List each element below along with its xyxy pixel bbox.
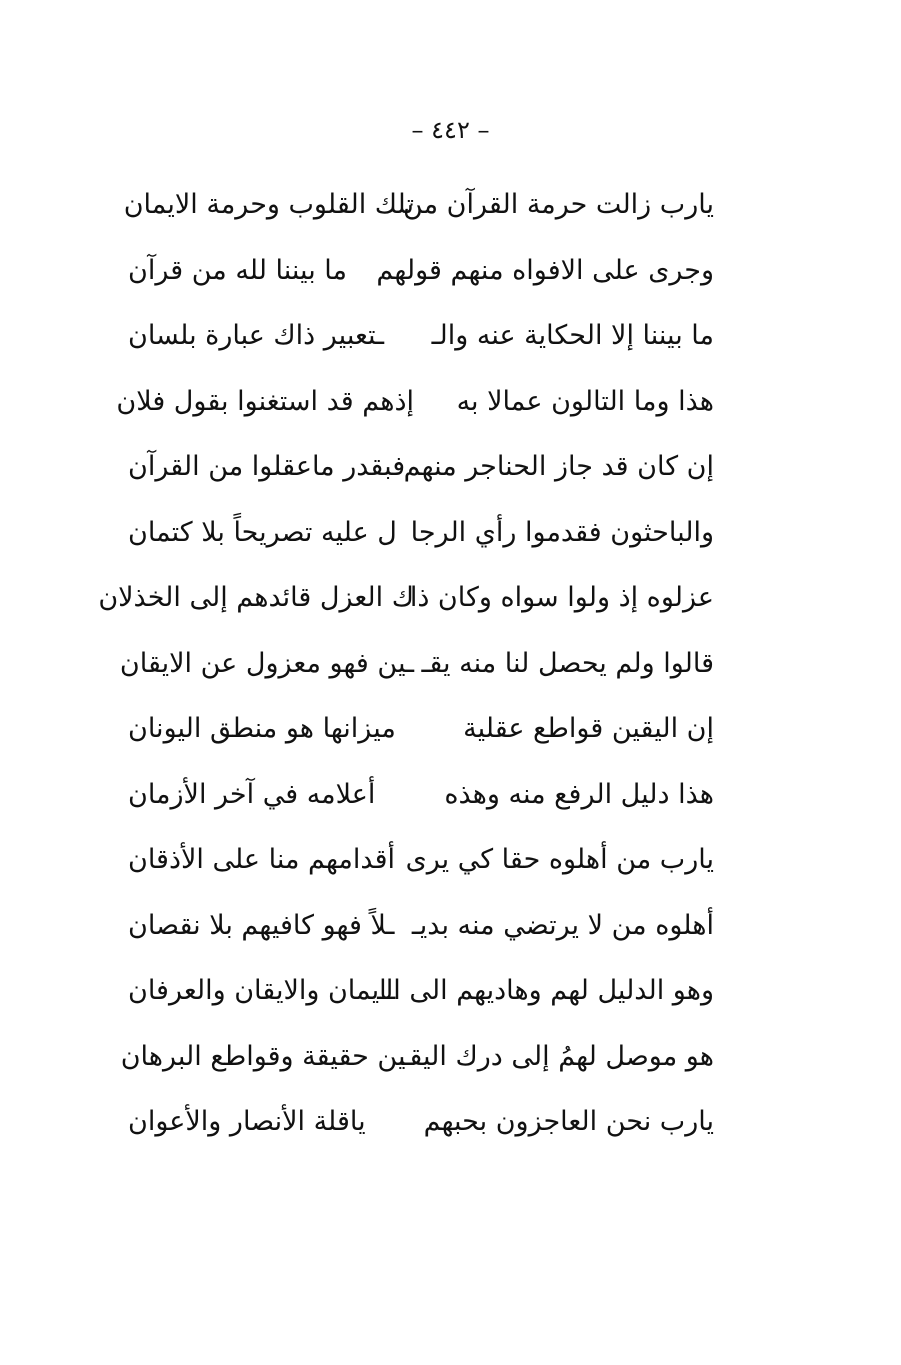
first-hemistich: يارب من أهلوه حقا كي يرى <box>405 844 714 876</box>
first-hemistich: هو موصل لهمُ إلى درك اليقـ <box>401 1040 714 1072</box>
first-hemistich: أهلوه من لا يرتضي منه بديـ <box>411 909 714 941</box>
second-hemistich: ميزانها هو منطق اليونان <box>128 713 396 745</box>
verse-line <box>116 369 714 435</box>
second-hemistich: إذهم قد استغنوا بقول فلان <box>116 385 414 417</box>
second-hemistich: ـين فهو معزول عن الايقان <box>119 647 414 679</box>
first-hemistich: يارب زالت حرمة القرآن من <box>403 189 714 221</box>
first-hemistich: ما بيننا إلا الحكاية عنه والـ <box>431 320 714 352</box>
verse-line <box>128 1089 714 1155</box>
second-hemistich: ما بيننا لله من قرآن <box>128 254 347 286</box>
verse-line <box>128 303 714 369</box>
second-hemistich: أقدامهم منا على الأذقان <box>128 844 395 876</box>
first-hemistich: هذا وما التالون عمالا به <box>456 385 714 417</box>
second-hemistich: فبقدر ماعقلوا من القرآن <box>128 451 406 483</box>
verse-line <box>128 827 714 893</box>
verse-line <box>128 238 714 304</box>
verse-line <box>128 696 714 762</box>
verse-line <box>98 565 714 631</box>
verse-line <box>119 631 714 697</box>
second-hemistich: ياقلة الأنصار والأعوان <box>128 1106 366 1138</box>
verse-line <box>128 434 714 500</box>
first-hemistich: وهو الدليل لهم وهاديهم الى الـ <box>377 975 714 1007</box>
first-hemistich: إن كان قد جاز الحناجر منهم <box>403 451 714 483</box>
second-hemistich: ـايمان والايقان والعرفان <box>128 975 396 1007</box>
second-hemistich: ـتعبير ذاك عبارة بلسان <box>128 320 385 352</box>
page-number: – ٤٤٢ – <box>411 116 490 144</box>
first-hemistich: يارب نحن العاجزون بحبهم <box>423 1106 714 1138</box>
first-hemistich: عزلوه إذ ولوا سواه وكان ذا <box>409 582 714 614</box>
first-hemistich: وجرى على الافواه منهم قولهم <box>376 254 714 286</box>
second-hemistich: ك العزل قائدهم إلى الخذلان <box>98 582 414 614</box>
first-hemistich: هذا دليل الرفع منه وهذه <box>444 778 714 810</box>
verse-line <box>128 762 714 828</box>
second-hemistich: ـلاً فهو كافيهم بلا نقصان <box>128 909 395 941</box>
second-hemistich: تلك القلوب وحرمة الايمان <box>123 189 414 221</box>
poem <box>98 172 714 1155</box>
verse-line <box>120 1024 714 1090</box>
first-hemistich: والباحثون فقدموا رأي الرجا <box>410 516 714 548</box>
first-hemistich: قالوا ولم يحصل لنا منه يقـ <box>421 647 714 679</box>
second-hemistich: أعلامه في آخر الأزمان <box>128 778 376 810</box>
verse-line <box>123 172 714 238</box>
verse-line <box>128 893 714 959</box>
verse-line <box>128 500 714 566</box>
first-hemistich: إن اليقين قواطع عقلية <box>463 713 714 745</box>
verse-line <box>128 958 714 1024</box>
second-hemistich: ـين حقيقة وقواطع البرهان <box>120 1040 414 1072</box>
second-hemistich: ل عليه تصريحاً بلا كتمان <box>128 516 397 548</box>
